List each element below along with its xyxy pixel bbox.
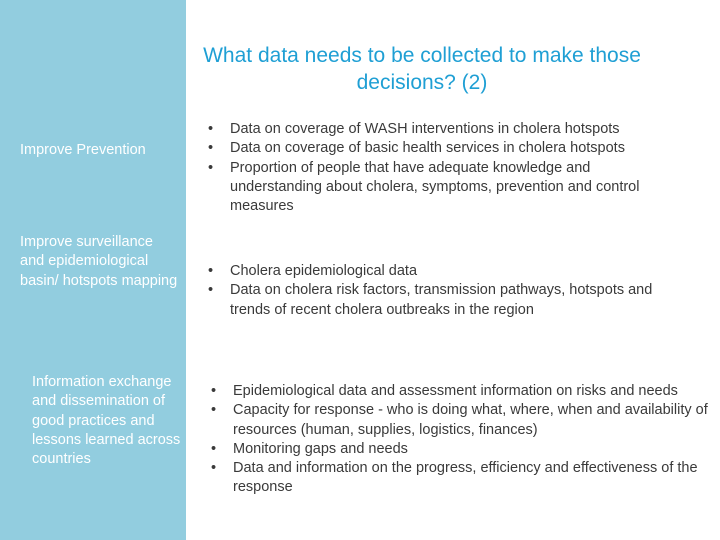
bullet-item: • Data on coverage of WASH interventions in cholera hotspots xyxy=(208,120,678,139)
slide-title: What data needs to be collected to make those decisions? (2) xyxy=(203,44,641,94)
bullet-item: • Monitoring gaps and needs xyxy=(211,440,711,459)
bullet-item: • Epidemiological data and assessment information on risks and needs xyxy=(211,382,711,401)
bullet-list-prevention xyxy=(208,120,678,216)
bullet-item: • Data on coverage of basic health services in cholera hotspots xyxy=(208,139,678,158)
bullet-item: • Capacity for response - who is doing what, where, when and availability of resources (human, supplies, logistics, finances) xyxy=(211,401,711,440)
section-label-surveillance: Improve surveillance and epidemiological basin/ hotspots mapping xyxy=(20,234,178,289)
bullet-item: • Data and information on the progress, efficiency and effectiveness of the response xyxy=(211,459,711,498)
bullet-item: • Data on cholera risk factors, transmission pathways, hotspots and trends of recent cholera outbreaks in the region xyxy=(208,281,678,320)
section-label-information-exchange: Information exchange and dissemination of good practices and lessons learned across countries xyxy=(32,374,181,468)
bullet-item: • Proportion of people that have adequate knowledge and understanding about cholera, symptoms, prevention and control measures xyxy=(208,159,678,217)
section-label-prevention: Improve Prevention xyxy=(20,142,146,158)
bullet-list-information-exchange xyxy=(211,382,711,498)
bullet-item: • Cholera epidemiological data xyxy=(208,262,678,281)
bullet-list-surveillance xyxy=(208,262,678,320)
